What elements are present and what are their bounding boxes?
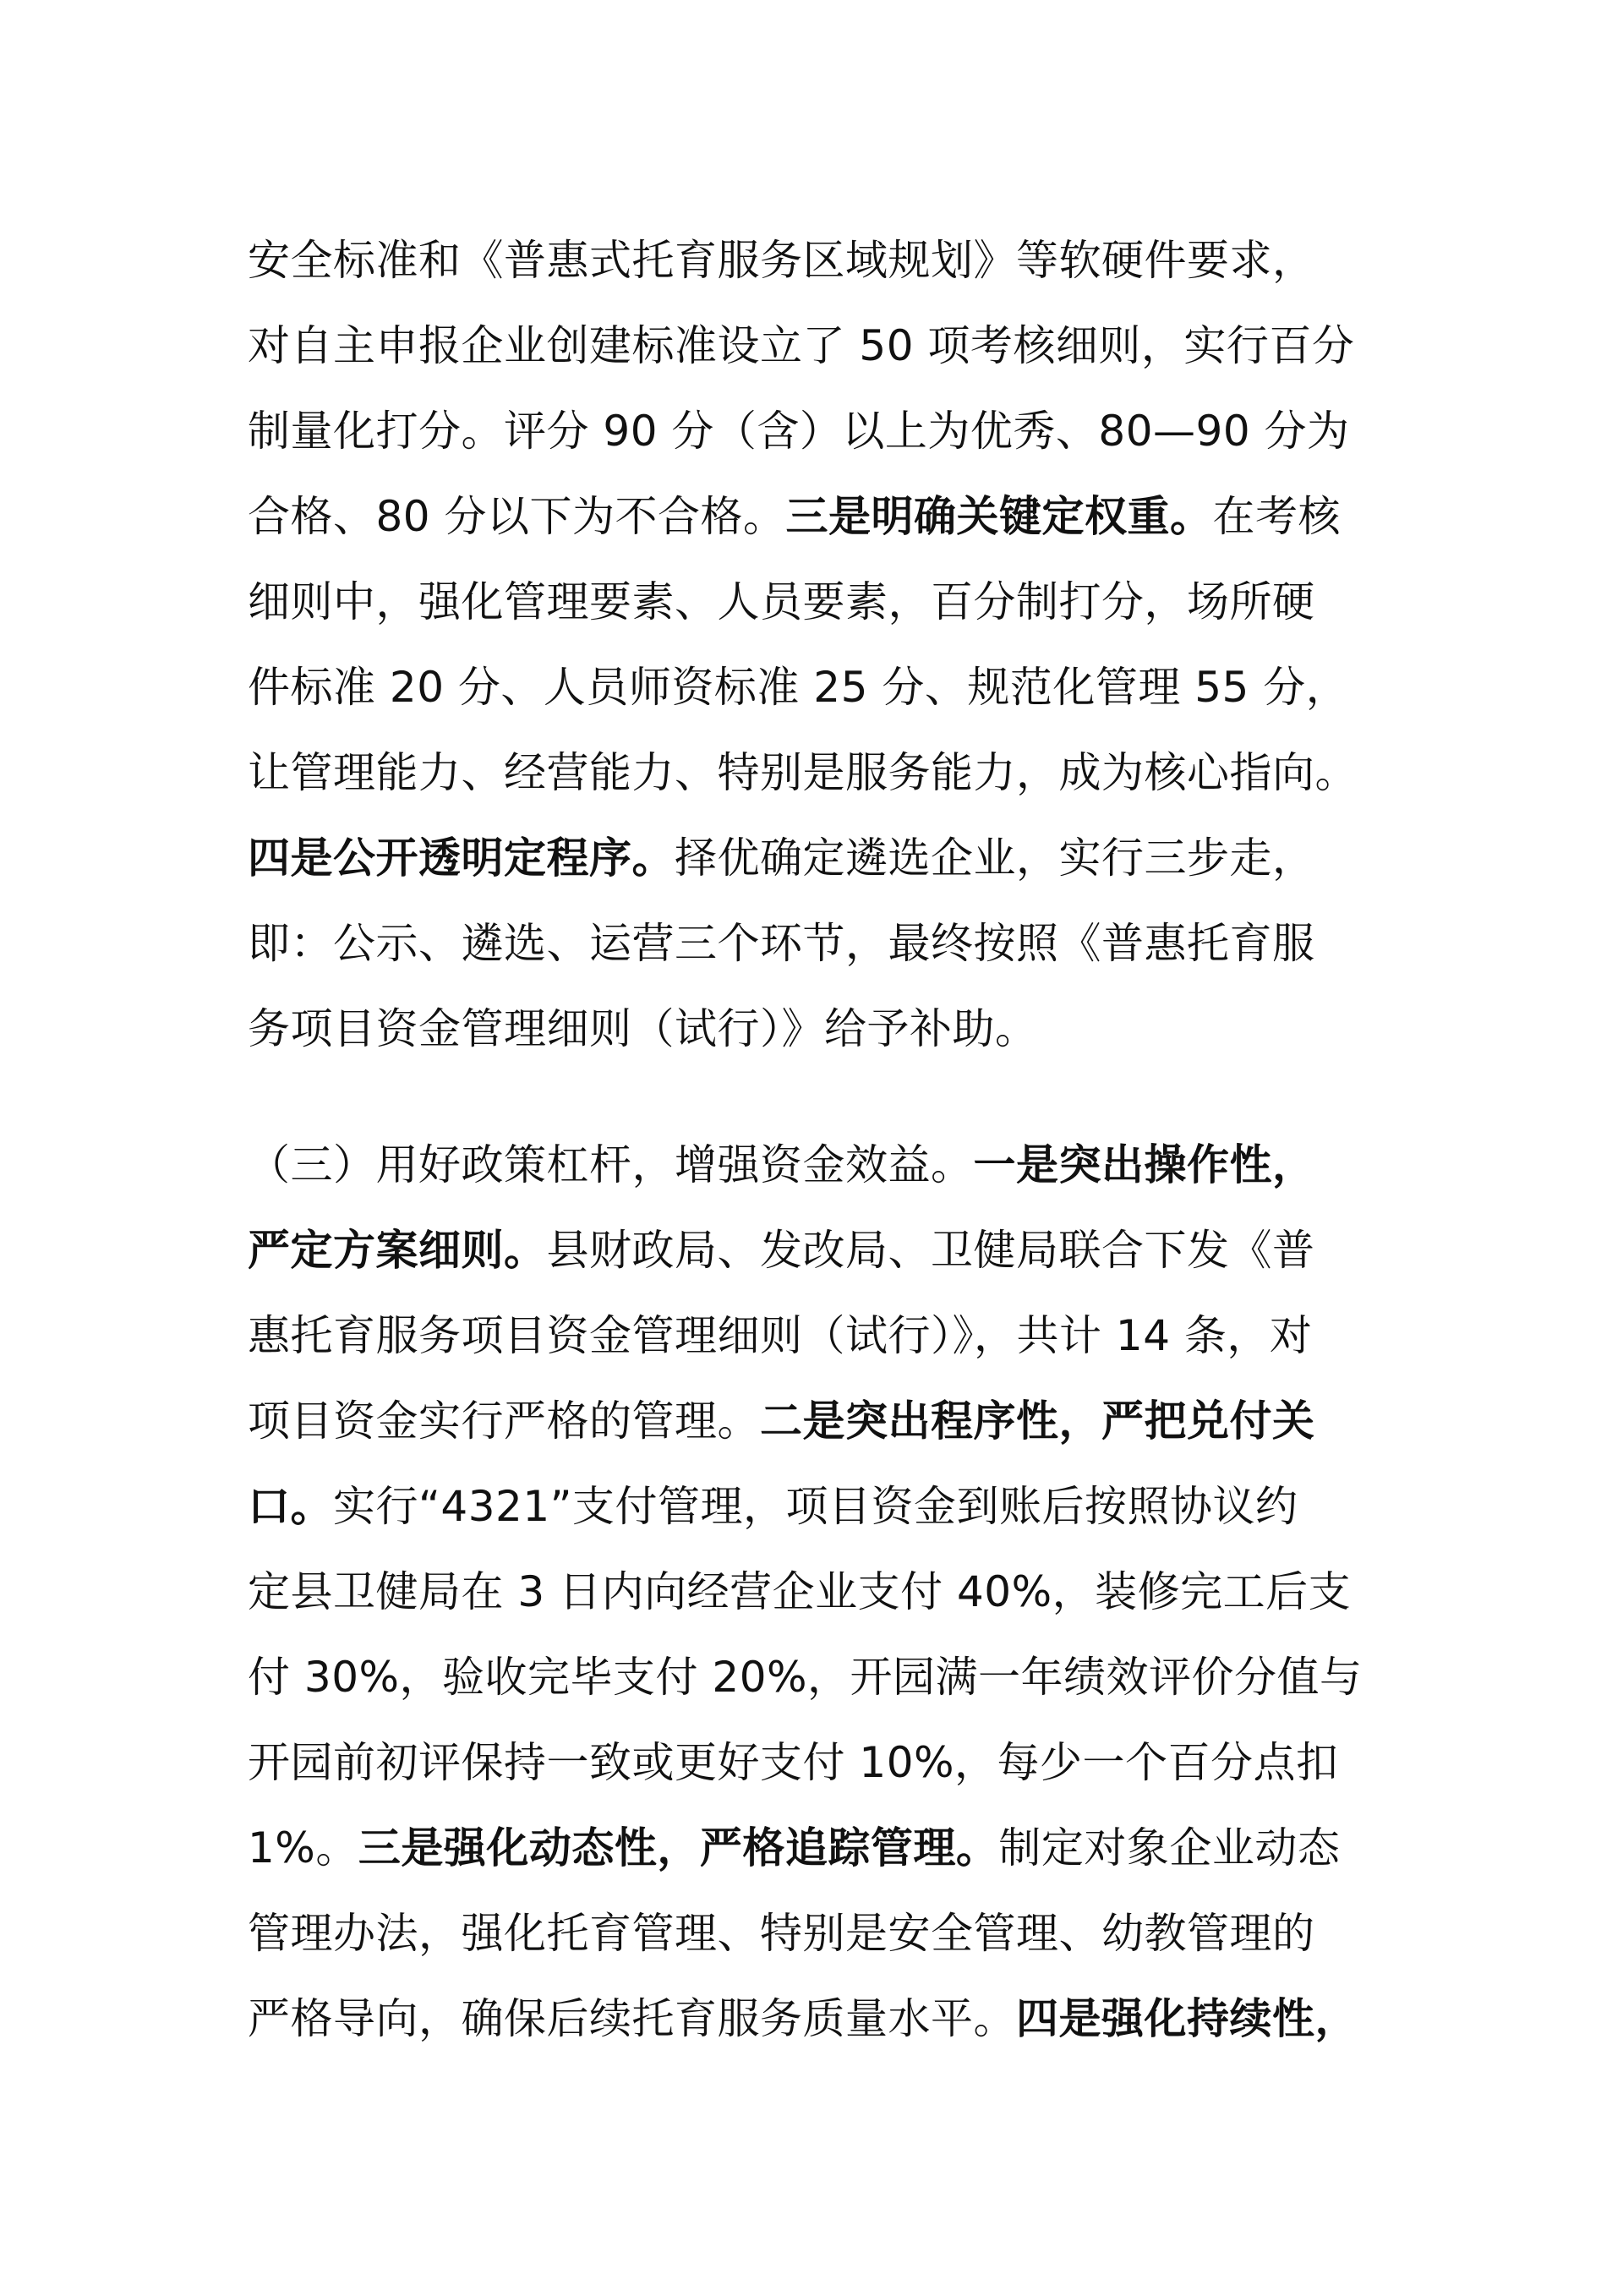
text-line xyxy=(248,303,1414,389)
document-page xyxy=(248,218,1414,2062)
text-run: 付 30%，验收完毕支付 20%，开园满一年绩效评价分值与 xyxy=(248,1653,1363,1702)
text-run: 即：公示、遴选、运营三个环节，最终按照《普惠托育服 xyxy=(248,919,1315,968)
text-line xyxy=(248,1293,1414,1379)
text-line xyxy=(248,1464,1414,1550)
text-run: 管理办法，强化托育管理、特别是安全管理、幼教管理的 xyxy=(248,1909,1315,1958)
text-line xyxy=(248,1208,1414,1293)
text-run: 惠托育服务项目资金管理细则（试行）》，共计 14 条，对 xyxy=(248,1311,1313,1360)
text-line xyxy=(248,1550,1414,1635)
text-line xyxy=(248,1806,1414,1891)
text-line xyxy=(248,816,1414,901)
bold-text-run: 三是强化动态性，严格追踪管理。 xyxy=(358,1823,999,1872)
text-line xyxy=(248,474,1414,560)
text-run: 对自主申报企业创建标准设立了 50 项考核细则，实行百分 xyxy=(248,321,1355,370)
text-run: 安全标准和《普惠式托育服务区域规划》等软硬件要求， xyxy=(248,236,1315,285)
text-run: 合格、80 分以下为不合格。 xyxy=(248,492,786,541)
text-run: 定县卫健局在 3 日内向经营企业支付 40%，装修完工后支 xyxy=(248,1567,1352,1616)
bold-text-run: 一是突出操作性， xyxy=(973,1140,1315,1189)
paragraph-1 xyxy=(248,218,1414,1072)
text-run: （三）用好政策杠杆，增强资金效益。 xyxy=(248,1140,974,1189)
text-line xyxy=(248,389,1414,474)
text-line xyxy=(248,901,1414,987)
text-run: 县财政局、发改局、卫健局联合下发《普 xyxy=(546,1226,1315,1275)
paragraph-2 xyxy=(248,1123,1414,2062)
text-line xyxy=(248,987,1414,1072)
text-run: 开园前初评保持一致或更好支付 10%，每少一个百分点扣 xyxy=(248,1738,1339,1787)
text-line xyxy=(248,1891,1414,1976)
paragraph-gap xyxy=(248,1072,1414,1123)
bold-text-run: 口。 xyxy=(248,1482,333,1531)
text-line xyxy=(248,1379,1414,1464)
bold-text-run: 二是突出程序性，严把兑付关 xyxy=(760,1397,1315,1446)
text-line xyxy=(248,730,1414,816)
text-line xyxy=(248,645,1414,730)
text-run: 制定对象企业动态 xyxy=(998,1823,1341,1872)
text-run: 件标准 20 分、人员师资标准 25 分、规范化管理 55 分， xyxy=(248,663,1349,712)
text-line xyxy=(248,1976,1414,2062)
bold-text-run: 严定方案细则。 xyxy=(248,1226,547,1275)
text-run: 实行“4321”支付管理，项目资金到账后按照协议约 xyxy=(333,1482,1298,1531)
text-run: 务项目资金管理细则（试行）》给予补助。 xyxy=(248,1004,1038,1053)
text-run: 细则中，强化管理要素、人员要素，百分制打分，场所硬 xyxy=(248,577,1315,626)
bold-text-run: 三是明确关键定权重。 xyxy=(785,492,1213,541)
text-run: 1%。 xyxy=(248,1823,358,1872)
text-run: 择优确定遴选企业，实行三步走， xyxy=(675,834,1315,883)
text-line xyxy=(248,1123,1414,1208)
text-line xyxy=(248,560,1414,645)
bold-text-run: 四是强化持续性， xyxy=(1016,1994,1358,2043)
text-line xyxy=(248,1635,1414,1720)
text-run: 项目资金实行严格的管理。 xyxy=(248,1397,760,1446)
text-line xyxy=(248,218,1414,303)
text-line xyxy=(248,1720,1414,1806)
text-run: 在考核 xyxy=(1212,492,1342,541)
text-run: 严格导向，确保后续托育服务质量水平。 xyxy=(248,1994,1016,2043)
text-run: 制量化打分。评分 90 分（含）以上为优秀、80—90 分为 xyxy=(248,407,1350,456)
text-run: 让管理能力、经营能力、特别是服务能力，成为核心指向。 xyxy=(248,748,1358,797)
bold-text-run: 四是公开透明定程序。 xyxy=(248,834,675,883)
